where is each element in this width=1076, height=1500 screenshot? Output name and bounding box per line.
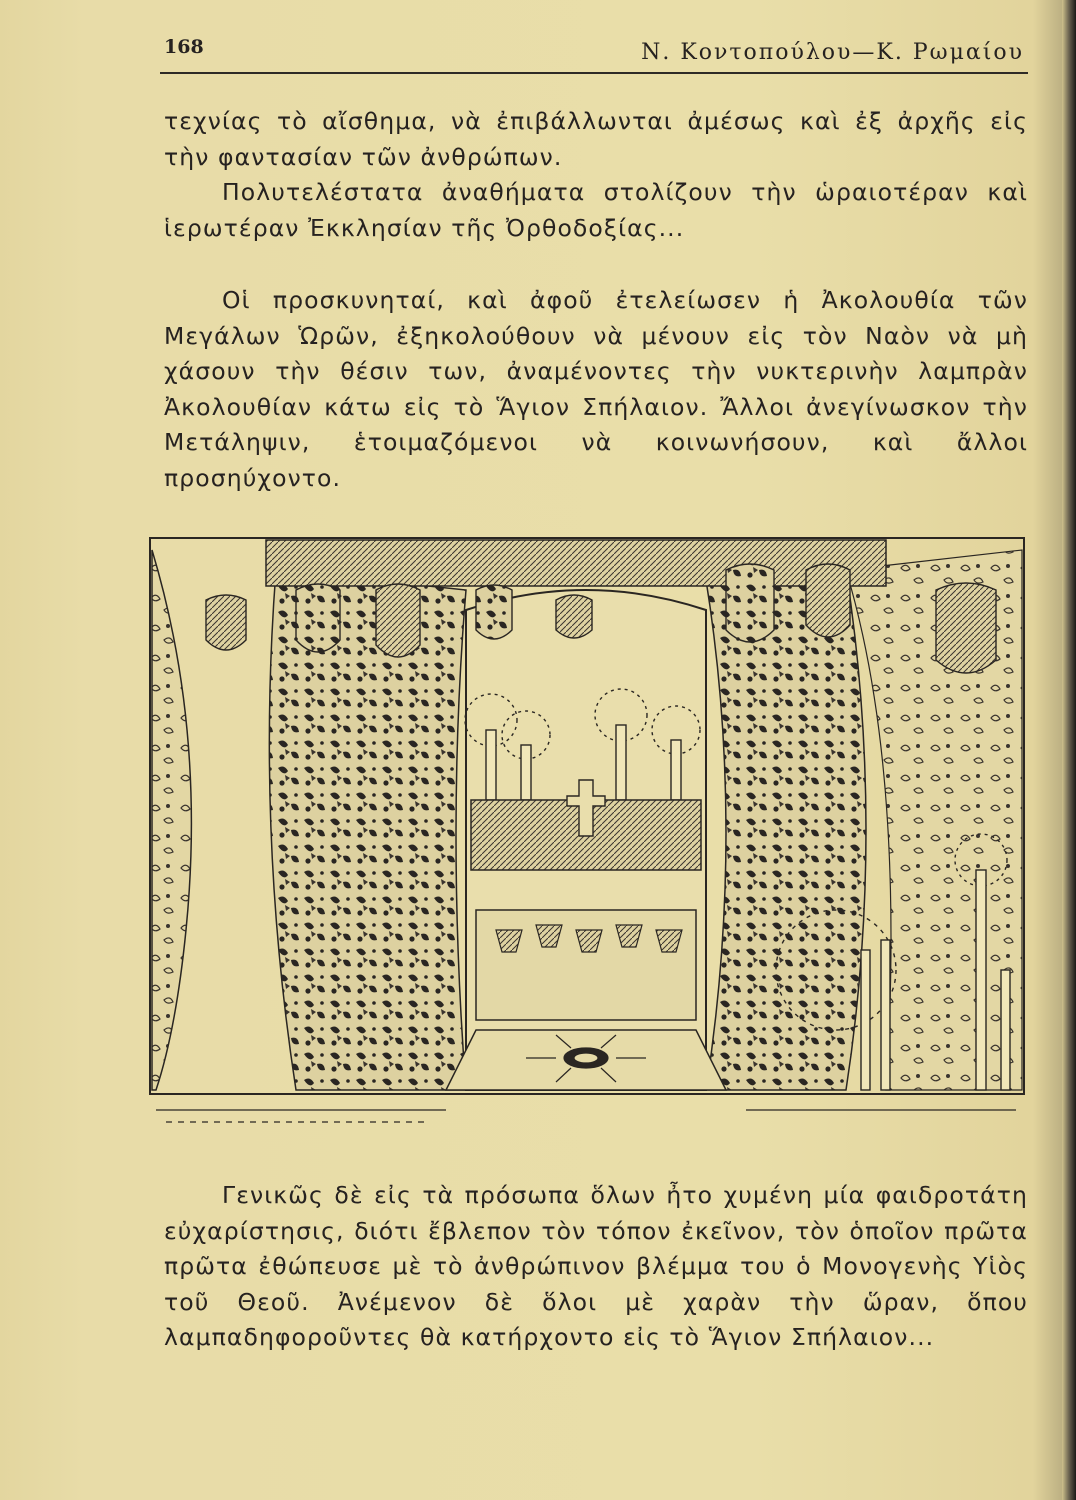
- page-number: 168: [164, 36, 204, 58]
- paragraph-closing-text: Γενικῶς δὲ εἰς τὰ πρόσωπα ὅλων ἦτο χυμένη μία φαιδροτάτη εὐχαρίστησις, διότι ἔβλεπον τὸν τόπον ἐκεῖνον, τὸν ὁποῖον πρῶτα πρῶτα ἐθώπευσε μὲ τὸ ἀνθρώπινον βλέμμα του ὁ Μονογενὴς Υἱὸς τοῦ Θεοῦ. Ἀνέμενον δὲ ὅλοι μὲ χαρὰν τὴν ὥραν, ὅπου λαμπαδηφοροῦντες θὰ κατήρχοντο εἰς τὸ Ἅγιον Σπήλαιον...: [164, 1181, 1028, 1351]
- paragraph-opening: [164, 104, 1028, 246]
- running-head: Ν. Κοντοπούλου—Κ. Ρωμαίου: [641, 40, 1024, 65]
- page-binding-edge: [1062, 0, 1076, 1500]
- paragraph-closing: [164, 1178, 1028, 1356]
- paragraph-opening-continuation: Πολυτελέστατα ἀναθήματα στολίζουν τὴν ὡραιοτέραν καὶ ἱερωτέραν Ἐκκλησίαν τῆς Ὀρθοδοξίας...: [164, 178, 1028, 242]
- paragraph-opening-text: τεχνίας τὸ αἴσθημα, νὰ ἐπιβάλλωνται ἀμέσως καὶ ἐξ ἀρχῆς εἰς τὴν φαντασίαν τῶν ἀνθρώπων.: [164, 107, 1028, 171]
- paragraph-pilgrims-text: Οἱ προσκυνηταί, καὶ ἀφοῦ ἐτελείωσεν ἡ Ἀκολουθία τῶν Μεγάλων Ὡρῶν, ἐξηκολούθουν νὰ μένουν εἰς τὸν Ναὸν νὰ μὴ χάσουν τὴν θέσιν των, ἀναμένοντες τὴν νυκτερινὴν λαμπρὰν Ἀκολουθίαν κάτω εἰς τὸ Ἅγιον Σπήλαιον. Ἄλλοι ἀνεγίνωσκον τὴν Μετάληψιν, ἑτοιμαζόμενοι νὰ κοινωνήσουν, καὶ ἄλλοι προσηύχοντο.: [164, 286, 1028, 492]
- page-header: [160, 30, 1028, 74]
- grotto-illustration: [146, 530, 1028, 1140]
- paragraph-pilgrims: [164, 283, 1028, 496]
